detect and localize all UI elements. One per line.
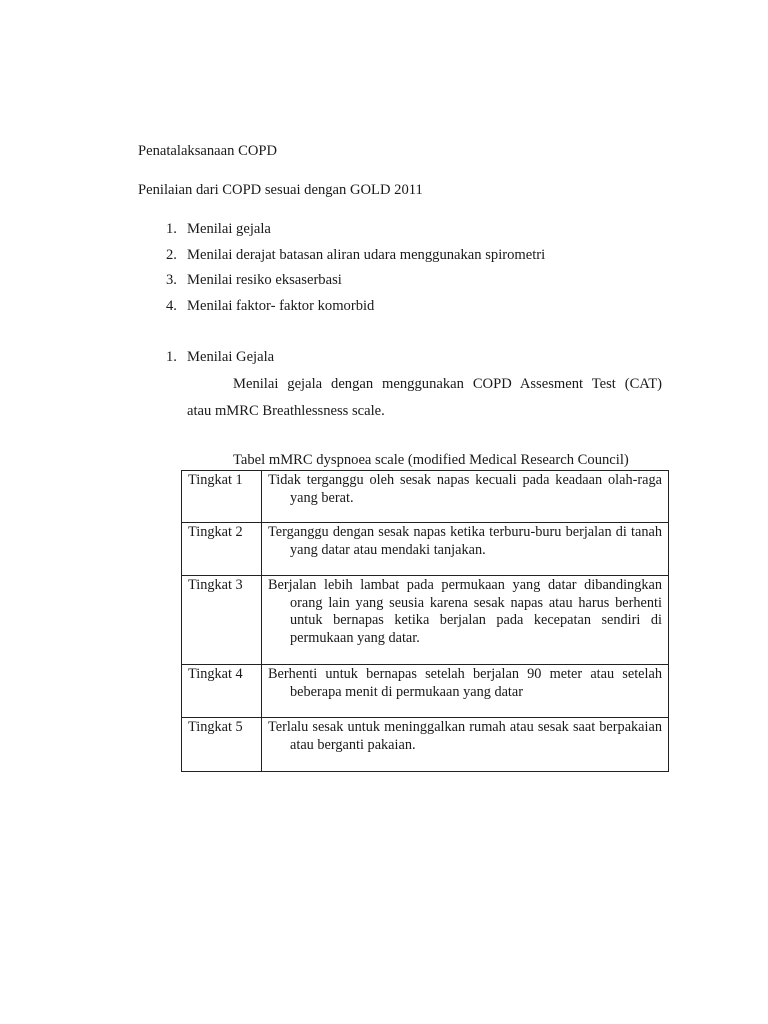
table-cell-level: Tingkat 1 [182,471,262,523]
table-cell-level: Tingkat 4 [182,665,262,718]
assessment-steps-list [166,220,545,323]
list-item [166,220,545,246]
list-item-text: Menilai resiko eksaserbasi [187,272,342,289]
section-number: 1. [166,349,177,365]
table-caption: Tabel mMRC dyspnoea scale (modified Medical Research Council) [233,452,629,468]
table-cell-description: Berhenti untuk bernapas setelah berjalan 90 meter atau setelah beberapa menit di permukaan yang datar [262,665,669,718]
mmrc-scale-table [181,470,669,772]
list-item-text: Menilai derajat batasan aliran udara menggunakan spirometri [187,246,546,263]
table-cell-level: Tingkat 5 [182,718,262,772]
section-paragraph-line-2: atau mMRC Breathlessness scale. [187,403,385,419]
table-row [182,471,669,523]
table-cell-description: Berjalan lebih lambat pada permukaan yang datar dibandingkan orang lain yang seusia karena sesak napas atau harus berhenti untuk bernapas ketika berjalan pada kecepatan sendiri di permukaan yang datar. [262,576,669,665]
table-row [182,665,669,718]
table-cell-description: Tidak terganggu oleh sesak napas kecuali pada keadaan olah-raga yang berat. [262,471,669,523]
section-heading-text: Menilai Gejala [187,349,275,365]
list-item-text: Menilai gejala [187,221,271,237]
section-heading [166,349,274,366]
list-item [166,246,545,272]
list-item-number: 2. [166,246,177,263]
list-item-text: Menilai faktor- faktor komorbid [187,298,375,315]
list-item-number: 3. [166,272,177,289]
list-item [166,297,545,323]
document-title: Penatalaksanaan COPD [138,143,278,159]
table-cell-level: Tingkat 3 [182,576,262,665]
table-cell-description: Terlalu sesak untuk meninggalkan rumah atau sesak saat berpakaian atau berganti pakaian. [262,718,669,772]
list-item-number: 4. [166,298,177,315]
table-cell-description: Terganggu dengan sesak napas ketika terburu-buru berjalan di tanah yang datar atau mendaki tanjakan. [262,523,669,576]
section-paragraph-line-1: Menilai gejala dengan menggunakan COPD Assesment Test (CAT) [233,376,662,392]
table-cell-level: Tingkat 2 [182,523,262,576]
document-subtitle: Penilaian dari COPD sesuai dengan GOLD 2011 [138,182,423,198]
table-row [182,718,669,772]
table-row [182,523,669,576]
list-item-number: 1. [166,221,177,237]
table-row [182,576,669,665]
list-item [166,271,545,297]
